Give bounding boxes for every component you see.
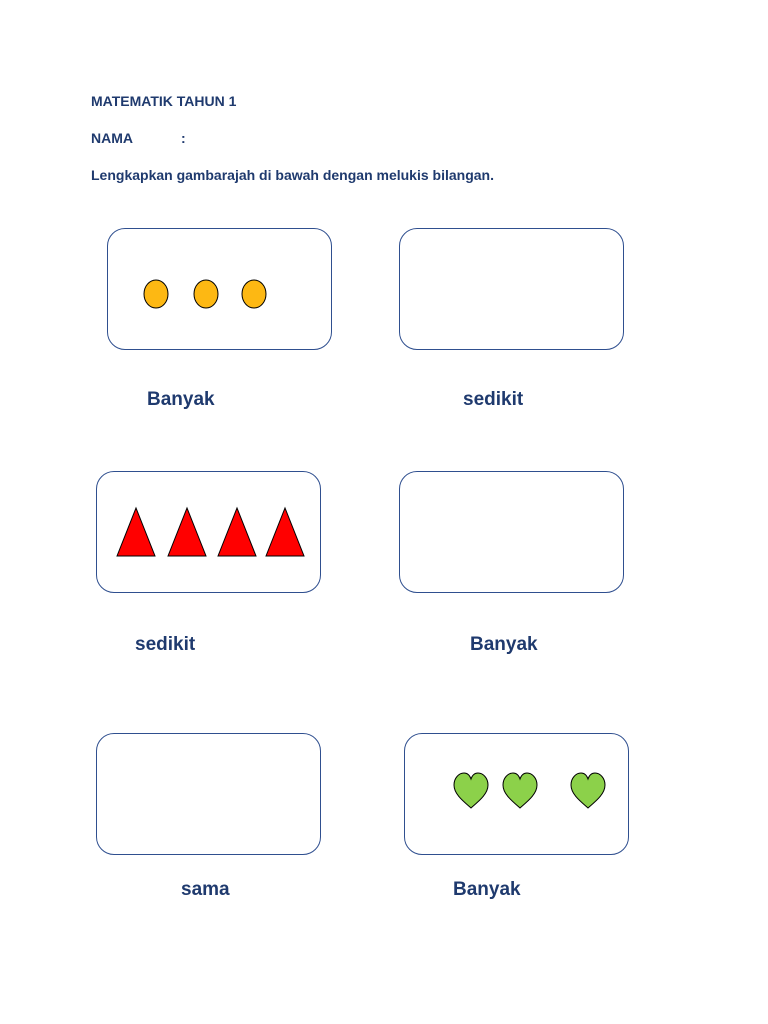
box-3-label: sedikit bbox=[135, 634, 196, 655]
triangles-group bbox=[97, 472, 322, 594]
drawing-box-4[interactable] bbox=[399, 471, 624, 593]
triangle-shape bbox=[266, 508, 304, 556]
circle-shape bbox=[144, 280, 168, 308]
heart-shape bbox=[503, 773, 537, 808]
box-4-label: Banyak bbox=[470, 634, 538, 655]
triangle-shape bbox=[168, 508, 206, 556]
drawing-box-5[interactable] bbox=[96, 733, 321, 855]
drawing-box-1[interactable] bbox=[107, 228, 332, 350]
name-row bbox=[91, 130, 186, 146]
box-5-label: sama bbox=[181, 879, 230, 900]
name-separator: : bbox=[181, 130, 186, 146]
instruction-text: Lengkapkan gambarajah di bawah dengan melukis bilangan. bbox=[91, 167, 494, 183]
heart-shape bbox=[571, 773, 605, 808]
circle-shape bbox=[194, 280, 218, 308]
box-6-label: Banyak bbox=[453, 879, 521, 900]
worksheet-title: MATEMATIK TAHUN 1 bbox=[91, 93, 237, 109]
box-1-label: Banyak bbox=[147, 389, 215, 410]
name-label: NAMA bbox=[91, 130, 133, 146]
drawing-box-6[interactable] bbox=[404, 733, 629, 855]
box-2-label: sedikit bbox=[463, 389, 524, 410]
heart-shape bbox=[454, 773, 488, 808]
drawing-box-2[interactable] bbox=[399, 228, 624, 350]
drawing-box-3[interactable] bbox=[96, 471, 321, 593]
circle-shape bbox=[242, 280, 266, 308]
triangle-shape bbox=[117, 508, 155, 556]
triangle-shape bbox=[218, 508, 256, 556]
hearts-group bbox=[405, 734, 630, 856]
circles-group bbox=[108, 229, 333, 351]
